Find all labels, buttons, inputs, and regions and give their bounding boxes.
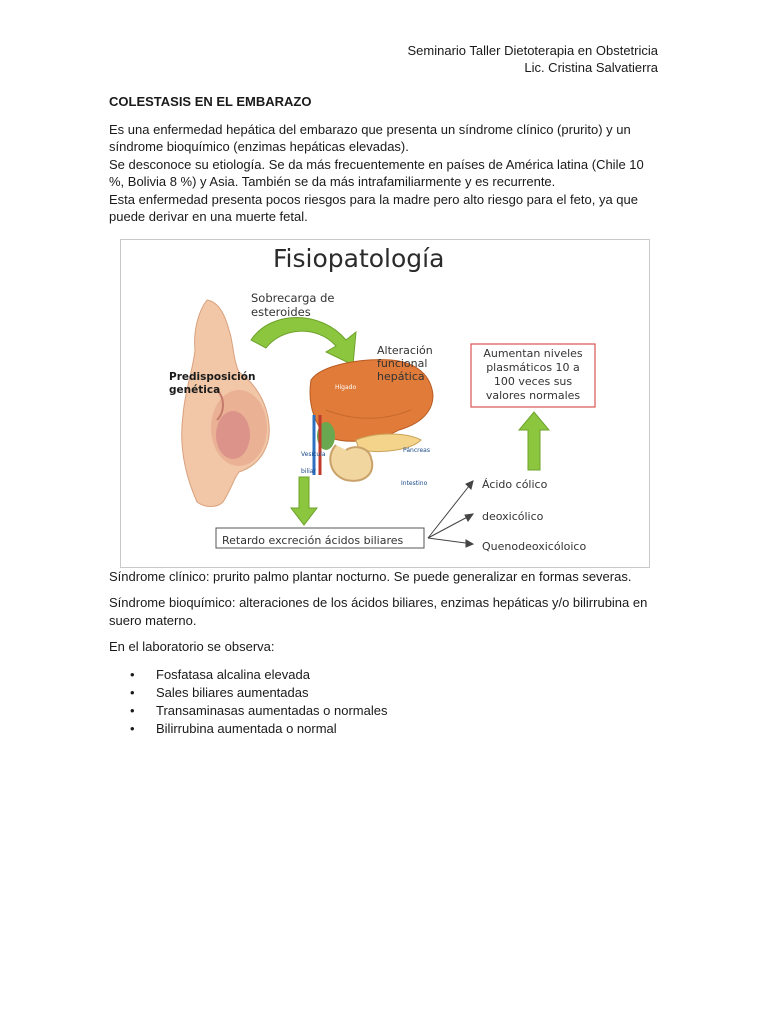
gallbladder-label: Vesícula biliar: [301, 450, 326, 475]
lab-intro: En el laboratorio se observa:: [109, 639, 275, 654]
document-body: [109, 93, 659, 738]
intro-paragraph-2: Se desconoce su etiología. Se da más frecuentemente en países de América latina (Chile 10 %, Bolivia 8 %) y Asia. También se da más intrafamiliarmente y es recurrente.: [109, 156, 644, 189]
pregnant-woman-illustration: [182, 300, 269, 507]
levels-label: Aumentan niveles plasmáticos 10 a 100 veces sus valores normales: [483, 346, 583, 402]
bullet-icon: •: [130, 666, 135, 682]
retardo-label: Retardo excreción ácidos biliares: [222, 533, 404, 547]
lab-item-text: Fosfatasa alcalina elevada: [156, 666, 310, 682]
pathophysiology-figure: [120, 239, 650, 568]
predisposition-label: Predisposición genética: [169, 370, 256, 396]
down-arrow: [291, 477, 317, 525]
list-item: [109, 684, 659, 702]
clinical-syndrome: Síndrome clínico: prurito palmo plantar nocturno. Se puede generalizar en formas severas.: [109, 568, 632, 584]
intro-paragraph-3: Esta enfermedad presenta pocos riesgos para la madre pero alto riesgo para el feto, ya que puede derivar en una muerte fetal.: [109, 191, 638, 224]
pancreas-label: Páncreas: [403, 446, 430, 454]
lab-item-text: Sales biliares aumentadas: [156, 684, 309, 700]
bullet-icon: •: [130, 684, 135, 700]
header-author: Lic. Cristina Salvatierra: [524, 60, 658, 75]
lab-findings-list: [109, 666, 659, 738]
alteration-label: Alteración funcional hepática: [377, 343, 433, 383]
figure-title: Fisiopatología: [273, 243, 445, 273]
page-header: [408, 42, 659, 76]
liver-label: Hígado: [335, 383, 357, 391]
bullet-icon: •: [130, 702, 135, 718]
quenodeoxicoloico-label: Quenodeoxicóloico: [482, 539, 587, 553]
up-arrow: [519, 412, 549, 470]
list-item: [109, 720, 659, 738]
intro-paragraph-1: Es una enfermedad hepática del embarazo que presenta un síndrome clínico (prurito) y un síndrome bioquímico (enzimas hepáticas elevadas).: [109, 121, 631, 154]
section-title: COLESTASIS EN EL EMBARAZO: [109, 94, 312, 109]
figure-illustration: [121, 240, 649, 567]
list-item: [109, 666, 659, 684]
steroids-label: Sobrecarga de esteroides: [251, 290, 335, 319]
lab-item-text: Transaminasas aumentadas o normales: [156, 702, 388, 718]
intestine-label: Intestino: [401, 479, 428, 487]
header-seminar: Seminario Taller Dietoterapia en Obstetricia: [407, 43, 658, 58]
acido-colico-label: Ácido cólico: [482, 477, 548, 491]
bullet-icon: •: [130, 720, 135, 736]
acid-arrows: [428, 481, 473, 547]
steroids-arrow: [251, 317, 356, 365]
biochemical-syndrome: Síndrome bioquímico: alteraciones de los ácidos biliares, enzimas hepáticas y/o bilirrubina en suero materno.: [109, 595, 648, 628]
list-item: [109, 702, 659, 720]
lab-item-text: Bilirrubina aumentada o normal: [156, 720, 337, 736]
deoxicolico-label: deoxicólico: [482, 509, 544, 523]
